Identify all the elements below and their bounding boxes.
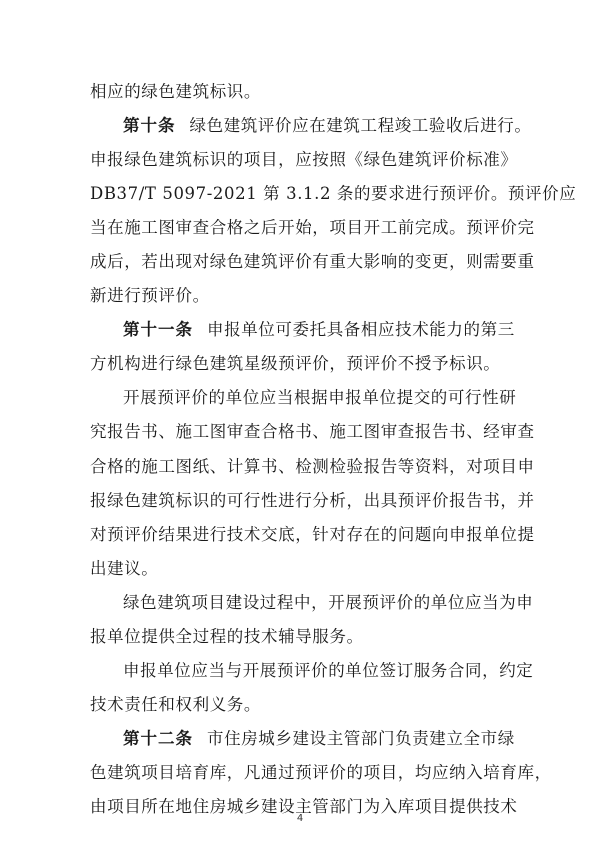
text-line: 开展预评价的单位应当根据申报单位提交的可行性研: [123, 388, 517, 407]
text-line: 方机构进行绿色建筑星级预评价，预评价不授予标识。: [90, 354, 501, 373]
article-10-heading: 第十条: [123, 116, 176, 135]
text-line: 报单位提供全过程的技术辅导服务。: [90, 627, 364, 646]
text-line: 申报单位应当与开展预评价的单位签订服务合同，约定: [123, 661, 534, 680]
article-12-heading: 第十二条: [123, 729, 193, 748]
text-line: 对预评价结果进行技术交底，针对存在的问题向申报单位提: [90, 525, 535, 544]
text-line: 技术责任和权利义务。: [90, 695, 261, 714]
text-line: 成后，若出现对绿色建筑评价有重大影响的变更，则需要重: [90, 252, 535, 271]
text-line: 申报单位可委托具备相应技术能力的第三: [207, 320, 515, 339]
text-line: 申报绿色建筑标识的项目，应按照《绿色建筑评价标准》: [90, 150, 518, 169]
text-line: 绿色建筑评价应在建筑工程竣工验收后进行。: [189, 116, 532, 135]
article-11-line: [123, 320, 515, 342]
article-11-heading: 第十一条: [123, 320, 193, 339]
article-12-line: [123, 729, 515, 751]
text-line: 色建筑项目培育库，凡通过预评价的项目，均应纳入培育库，: [90, 763, 552, 782]
article-10-line: [123, 116, 532, 138]
text-line: 合格的施工图纸、计算书、检测检验报告等资料，对项目申: [90, 457, 535, 476]
text-line: 绿色建筑项目建设过程中，开展预评价的单位应当为申: [123, 593, 534, 612]
text-line: 当在施工图审查合格之后开始，项目开工前完成。预评价完: [90, 218, 535, 237]
text-line: 出建议。: [90, 559, 159, 578]
text-line: 相应的绿色建筑标识。: [90, 82, 261, 101]
text-line: 究报告书、施工图审查合格书、施工图审查报告书、经审查: [90, 422, 535, 441]
page-number: 4: [296, 813, 304, 824]
text-line: 市住房城乡建设主管部门负责建立全市绿: [207, 729, 515, 748]
text-line: 由项目所在地住房城乡建设主管部门为入库项目提供技术: [90, 797, 518, 816]
text-line: 新进行预评价。: [90, 286, 210, 305]
text-line: DB37/T 5097-2021 第 3.1.2 条的要求进行预评价。预评价应: [90, 184, 577, 203]
text-line: 报绿色建筑标识的可行性进行分析，出具预评价报告书，并: [90, 491, 535, 510]
